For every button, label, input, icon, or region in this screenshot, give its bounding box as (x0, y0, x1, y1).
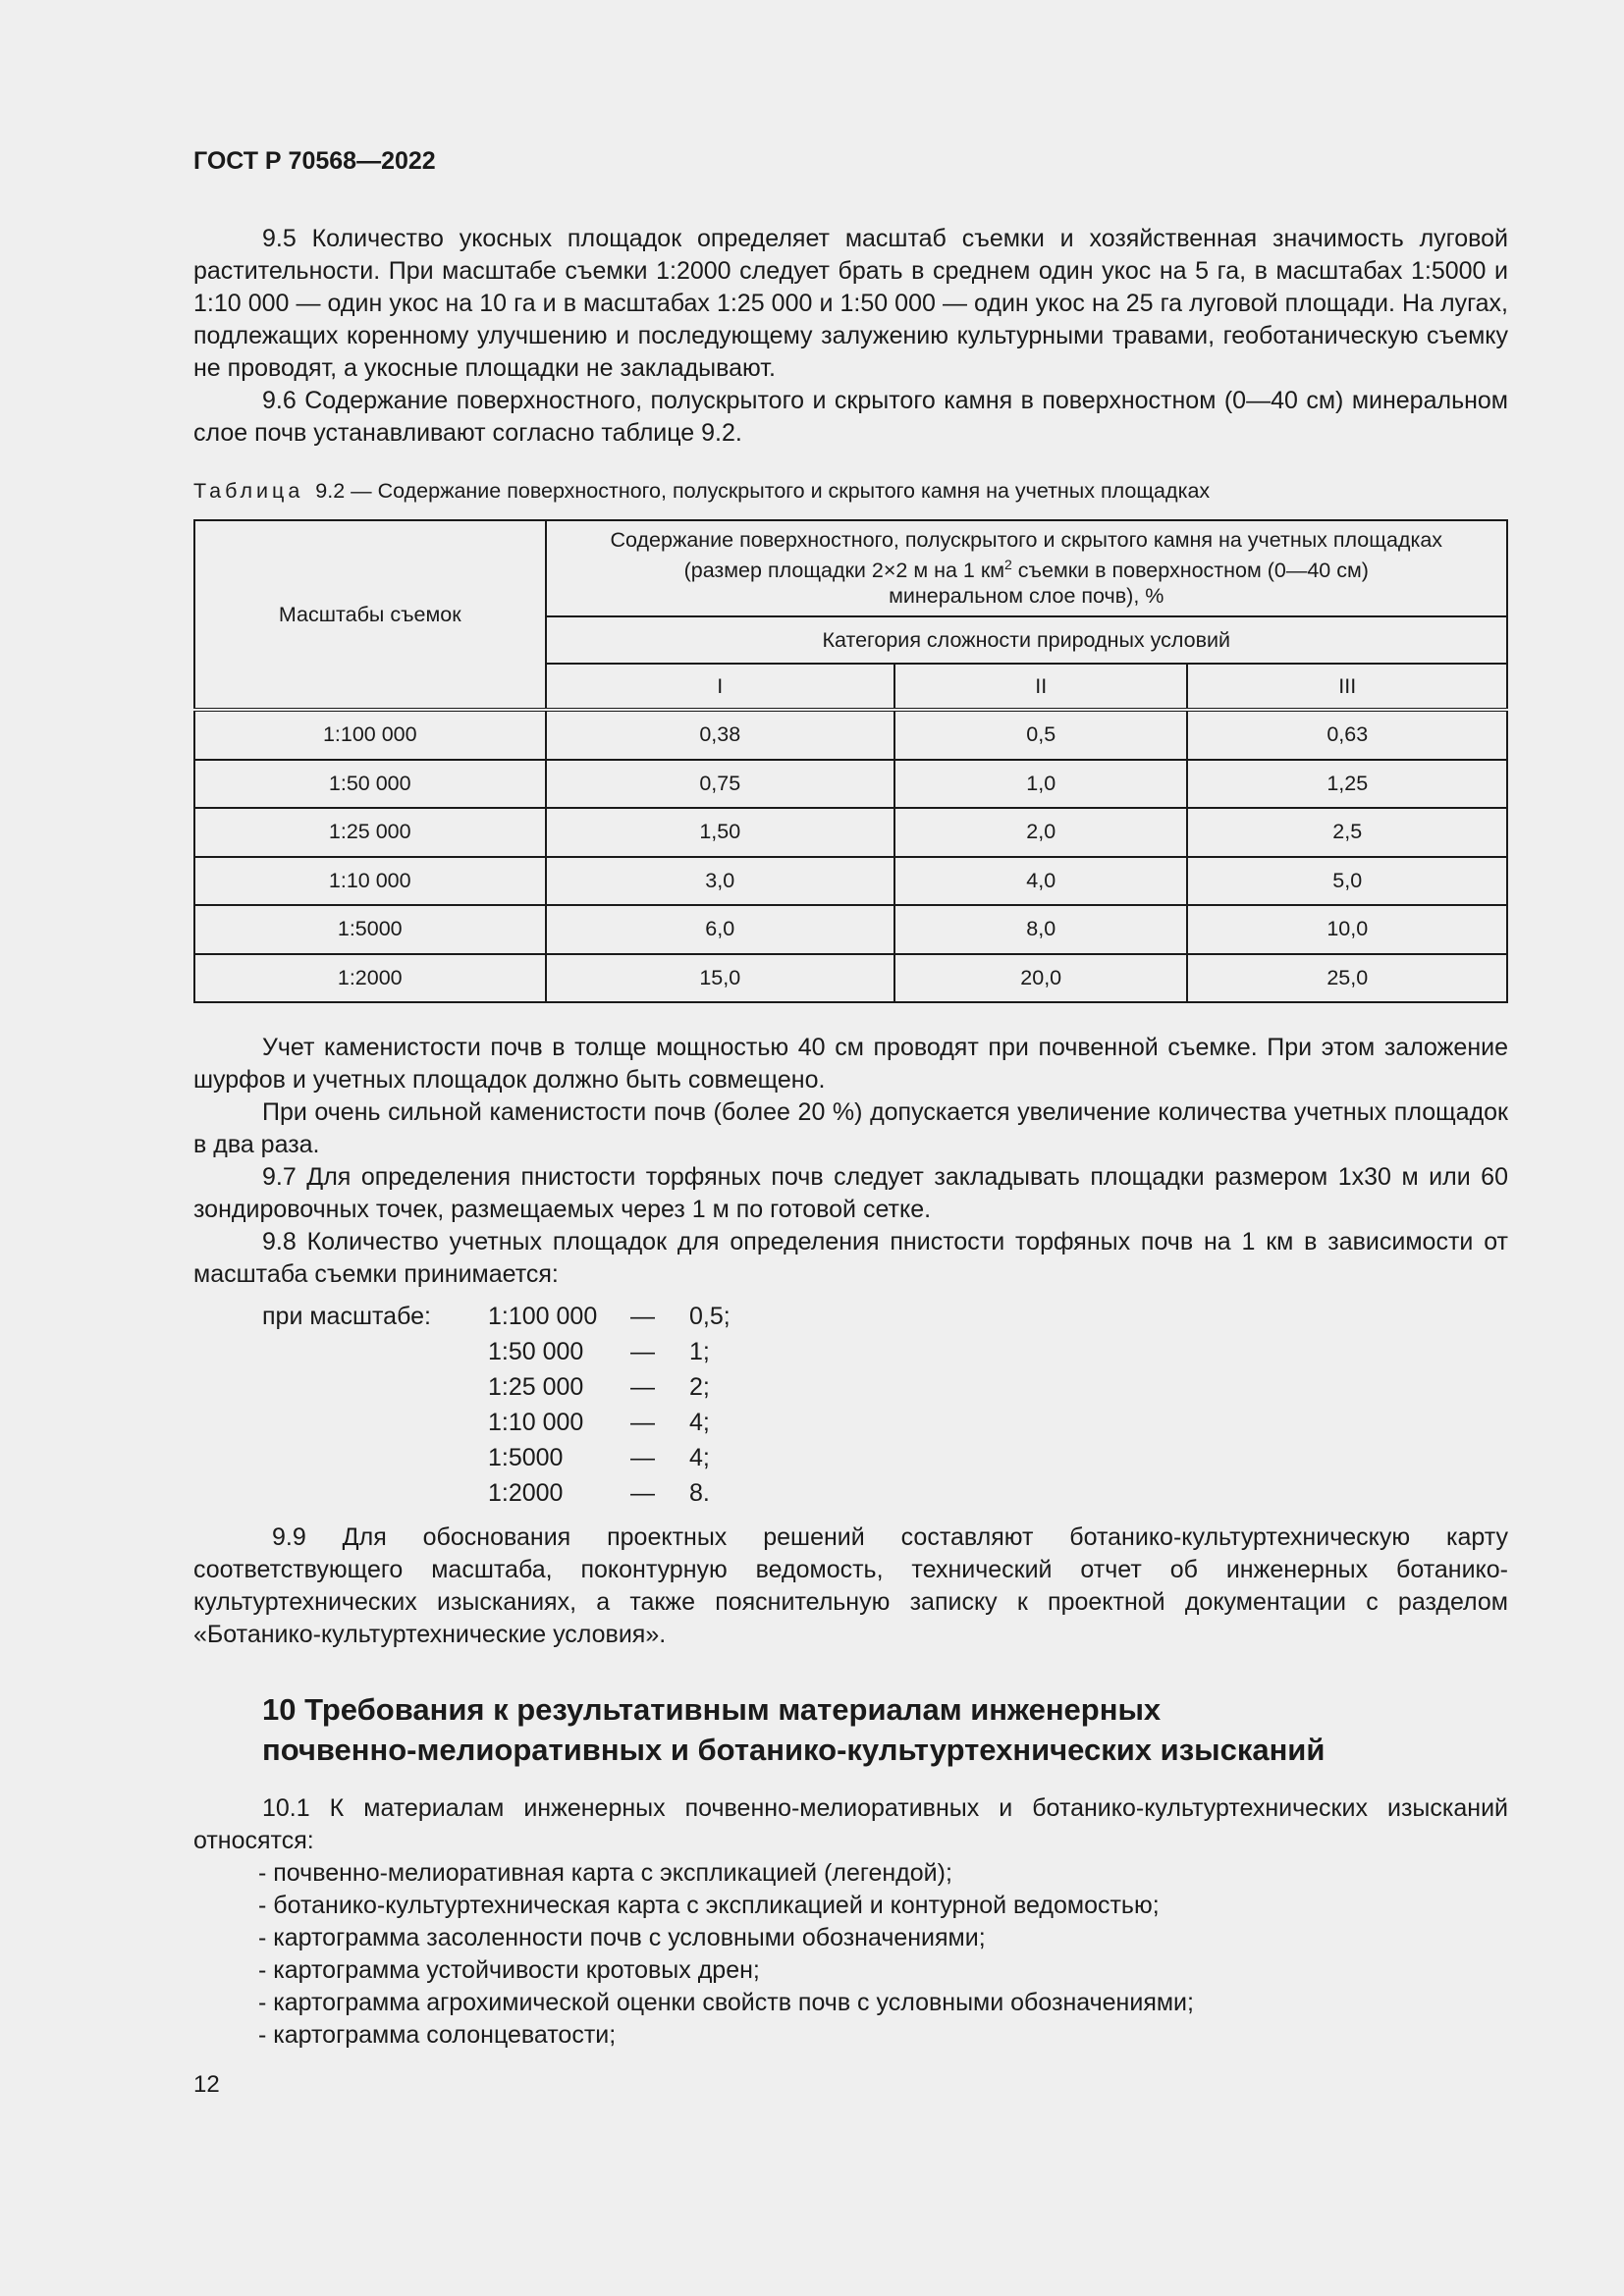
page-number: 12 (193, 2071, 220, 2098)
table-row: 1:10 000 3,0 4,0 5,0 (194, 857, 1507, 906)
list-item: - ботанико-культуртехническая карта с экспликацией и контурной ведомостью; (258, 1892, 1160, 1919)
list-item: - картограмма засоленности почв с условными обозначениями; (258, 1924, 986, 1951)
document-header: ГОСТ Р 70568—2022 (193, 147, 436, 175)
paragraph-10-1: 10.1 К материалам инженерных почвенно-мелиоративных и ботанико-культуртехнических изысканий относятся: (193, 1794, 1508, 1854)
section-9-5-9-6 (193, 149, 1508, 450)
section-10-heading: 10 Требования к результативным материалам инженерных почвенно-мелиоративных и ботанико-культуртехнических изысканий (262, 1692, 1326, 1767)
header-cat-2: II (894, 664, 1188, 710)
caption-word: Таблица (193, 479, 304, 503)
list-item: - картограмма солонцеватости; (258, 2021, 617, 2049)
header-category: Категория сложности природных условий (546, 616, 1507, 664)
table-row: 1:100 000 0,38 0,5 0,63 (194, 710, 1507, 760)
paragraph-9-8: 9.8 Количество учетных площадок для определения пнистости торфяных почв на 1 км в зависимости от масштаба съемки принимается: (193, 1228, 1508, 1288)
table-row: 1:2000 15,0 20,0 25,0 (194, 954, 1507, 1003)
list-item: - почвенно-мелиоративная карта с экспликацией (легендой); (258, 1859, 952, 1887)
materials-list (258, 1857, 1194, 2052)
section-9-9 (193, 1522, 1508, 1651)
header-scale: Масштабы съемок (194, 520, 546, 710)
paragraph-9-9: 9.9 Для обоснования проектных решений составляют ботанико-культуртехническую карту соответствующего масштаба, поконтурную ведомость, технический отчет об инженерных ботанико-культуртехнических изысканиях, а также пояснительную записку к проектной документации с разделом «Ботанико-культуртехнические условия». (193, 1523, 1508, 1648)
section-10-1 (193, 1792, 1508, 1857)
paragraph-9-5: 9.5 Количество укосных площадок определяет масштаб съемки и хозяйственная значимость луговой растительности. При масштабе съемки 1:2000 следует брать в среднем один укос на 5 га, в масштабах 1:5000 и 1:10 000 — один укос на 10 га и в масштабах 1:25 000 и 1:50 000 — один укос на 25 га луговой площади. На лугах, подлежащих коренному улучшению и последующему залужению культурными травами, геоботаническую съемку не проводят, а укосные площадки не закладывают. (193, 225, 1508, 382)
paragraph-9-7: 9.7 Для определения пнистости торфяных почв следует закладывать площадки размером 1х30 м или 60 зондировочных точек, размещаемых через 1 м по готовой сетке. (193, 1163, 1508, 1223)
header-cat-3: III (1187, 664, 1507, 710)
paragraph-stone-2: При очень сильной каменистости почв (более 20 %) допускается увеличение количества учетных площадок в два раза. (193, 1098, 1508, 1158)
header-content: Содержание поверхностного, полускрытого и скрытого камня на учетных площадках (размер площадки 2×2 м на 1 $км^2$ съемки в поверхностном (0—40 см) минеральном слое почв), % (546, 520, 1507, 616)
table-caption (193, 479, 1210, 504)
list-item: - картограмма устойчивости кротовых дрен; (258, 1956, 760, 1984)
paragraph-9-6: 9.6 Содержание поверхностного, полускрытого и скрытого камня в поверхностном (0—40 см) минеральном слое почв устанавливают согласно таблице 9.2. (193, 387, 1508, 447)
table-row: 1:50 000 0,75 1,0 1,25 (194, 760, 1507, 809)
table-row: 1:25 000 1,50 2,0 2,5 (194, 808, 1507, 857)
list-item: - картограмма агрохимической оценки свойств почв с условными обозначениями; (258, 1989, 1194, 2016)
header-cat-1: I (546, 664, 894, 710)
section-after-table (193, 1032, 1508, 1291)
stone-content-table (193, 519, 1508, 1003)
table-row: 1:5000 6,0 8,0 10,0 (194, 905, 1507, 954)
caption-text: 9.2 — Содержание поверхностного, полускрытого и скрытого камня на учетных площадках (315, 479, 1211, 503)
paragraph-stone-1: Учет каменистости почв в толще мощностью 40 см проводят при почвенной съемке. При этом заложение шурфов и учетных площадок должно быть совмещено. (193, 1034, 1508, 1094)
scales-list: при масштабе: 1:100 000 — 0,5; 1:50 000 — 1; 1:25 000 — 2; 1:10 000 — 4; 1:5000 — 4; 1:2000 — 8. (262, 1303, 731, 1507)
